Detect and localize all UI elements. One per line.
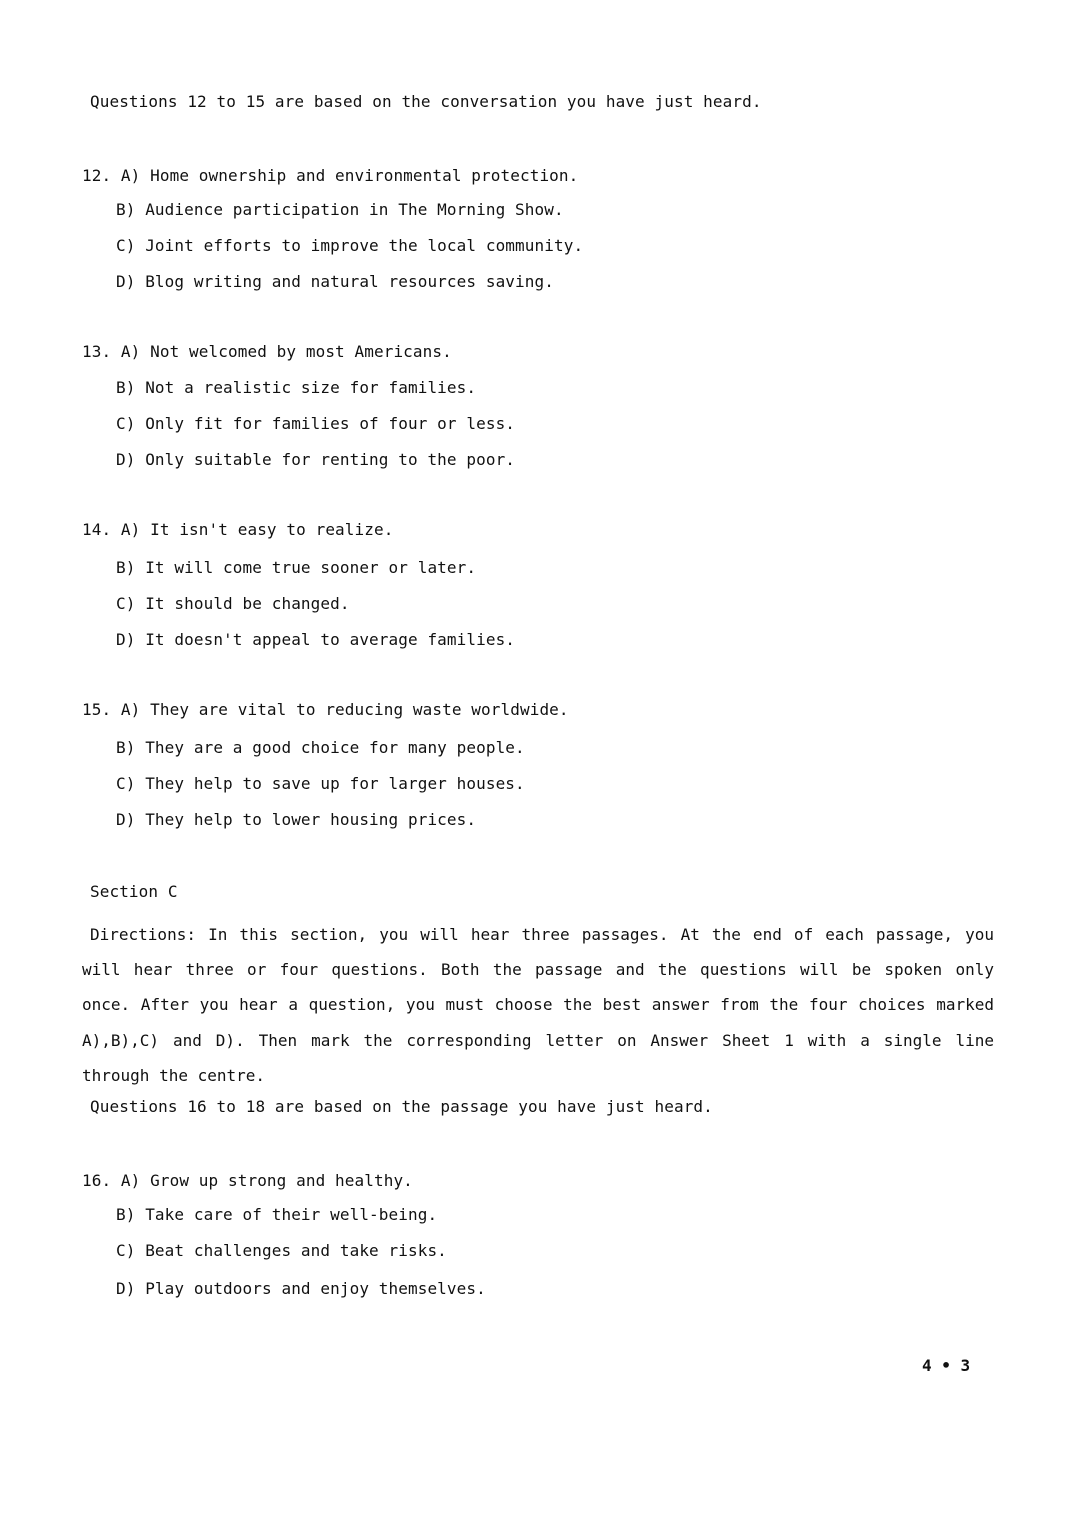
q12-option-b: B) Audience participation in The Morning Show. xyxy=(116,200,564,219)
q14-option-b: B) It will come true sooner or later. xyxy=(116,558,477,577)
section-c-heading: Section C xyxy=(90,882,178,901)
q13-option-d: D) Only suitable for renting to the poor. xyxy=(116,450,516,469)
q15-option-c: C) They help to save up for larger houses. xyxy=(116,774,525,793)
questions-16-18-intro: Questions 16 to 18 are based on the passage you have just heard. xyxy=(90,1097,713,1116)
q13-option-a: 13. A) Not welcomed by most Americans. xyxy=(82,342,452,361)
q15-option-a: 15. A) They are vital to reducing waste worldwide. xyxy=(82,700,569,719)
q14-option-a: 14. A) It isn't easy to realize. xyxy=(82,520,394,539)
q12-option-c: C) Joint efforts to improve the local community. xyxy=(116,236,584,255)
q16-option-a: 16. A) Grow up strong and healthy. xyxy=(82,1171,413,1190)
q14-option-d: D) It doesn't appeal to average families. xyxy=(116,630,516,649)
page-number: 4 • 3 xyxy=(922,1356,971,1375)
q16-option-d: D) Play outdoors and enjoy themselves. xyxy=(116,1279,486,1298)
q16-option-b: B) Take care of their well-being. xyxy=(116,1205,438,1224)
q16-option-c: C) Beat challenges and take risks. xyxy=(116,1241,447,1260)
q12-option-a: 12. A) Home ownership and environmental protection. xyxy=(82,166,579,185)
questions-12-15-intro: Questions 12 to 15 are based on the conversation you have just heard. xyxy=(90,92,762,111)
q15-option-d: D) They help to lower housing prices. xyxy=(116,810,477,829)
section-c-directions: Directions: In this section, you will hear three passages. At the end of each passage, you will hear three or four questions. Both the passage and the questions will be spoken only once. After you hear a question, you must choose the best answer from the four choices marked A),B),C) and D). Then mark the corresponding letter on Answer Sheet 1 with a single line through the centre. xyxy=(82,925,994,1085)
q15-option-b: B) They are a good choice for many people. xyxy=(116,738,525,757)
q14-option-c: C) It should be changed. xyxy=(116,594,350,613)
q13-option-b: B) Not a realistic size for families. xyxy=(116,378,477,397)
q12-option-d: D) Blog writing and natural resources saving. xyxy=(116,272,554,291)
q13-option-c: C) Only fit for families of four or less. xyxy=(116,414,516,433)
